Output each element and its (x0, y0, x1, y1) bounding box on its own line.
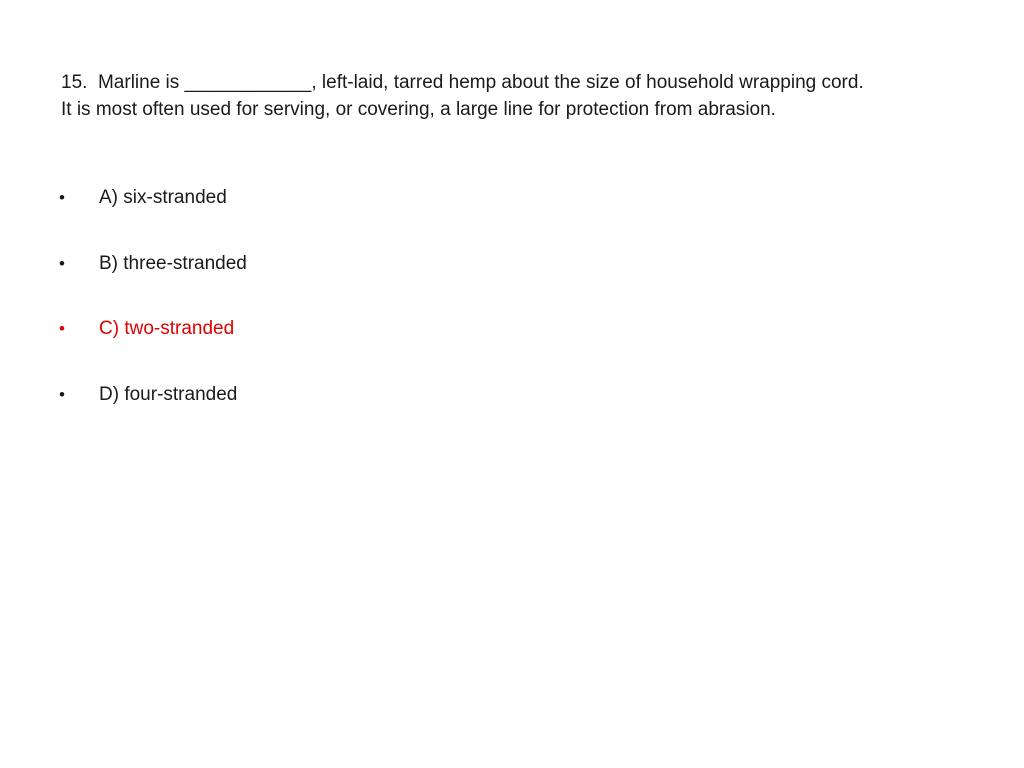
option-a-label: A) six-stranded (99, 187, 227, 208)
question-text (61, 69, 991, 123)
option-d (59, 380, 247, 446)
option-c-correct (59, 314, 247, 380)
option-b-label: B) three-stranded (99, 252, 247, 274)
bullet-icon: • (59, 188, 65, 207)
question-line-2: It is most often used for serving, or covering, a large line for protection from abrasion. (61, 99, 776, 120)
bullet-icon: • (59, 253, 65, 273)
option-a (59, 183, 247, 249)
bullet-icon: • (59, 319, 65, 338)
option-b (59, 249, 247, 315)
answer-options-list (59, 183, 247, 445)
option-d-label: D) four-stranded (99, 383, 238, 405)
bullet-icon: • (59, 384, 65, 404)
question-line-1: 15. Marline is ____________, left-laid, tarred hemp about the size of household wrapping cord. (61, 72, 864, 93)
option-c-label: C) two-stranded (99, 318, 235, 339)
